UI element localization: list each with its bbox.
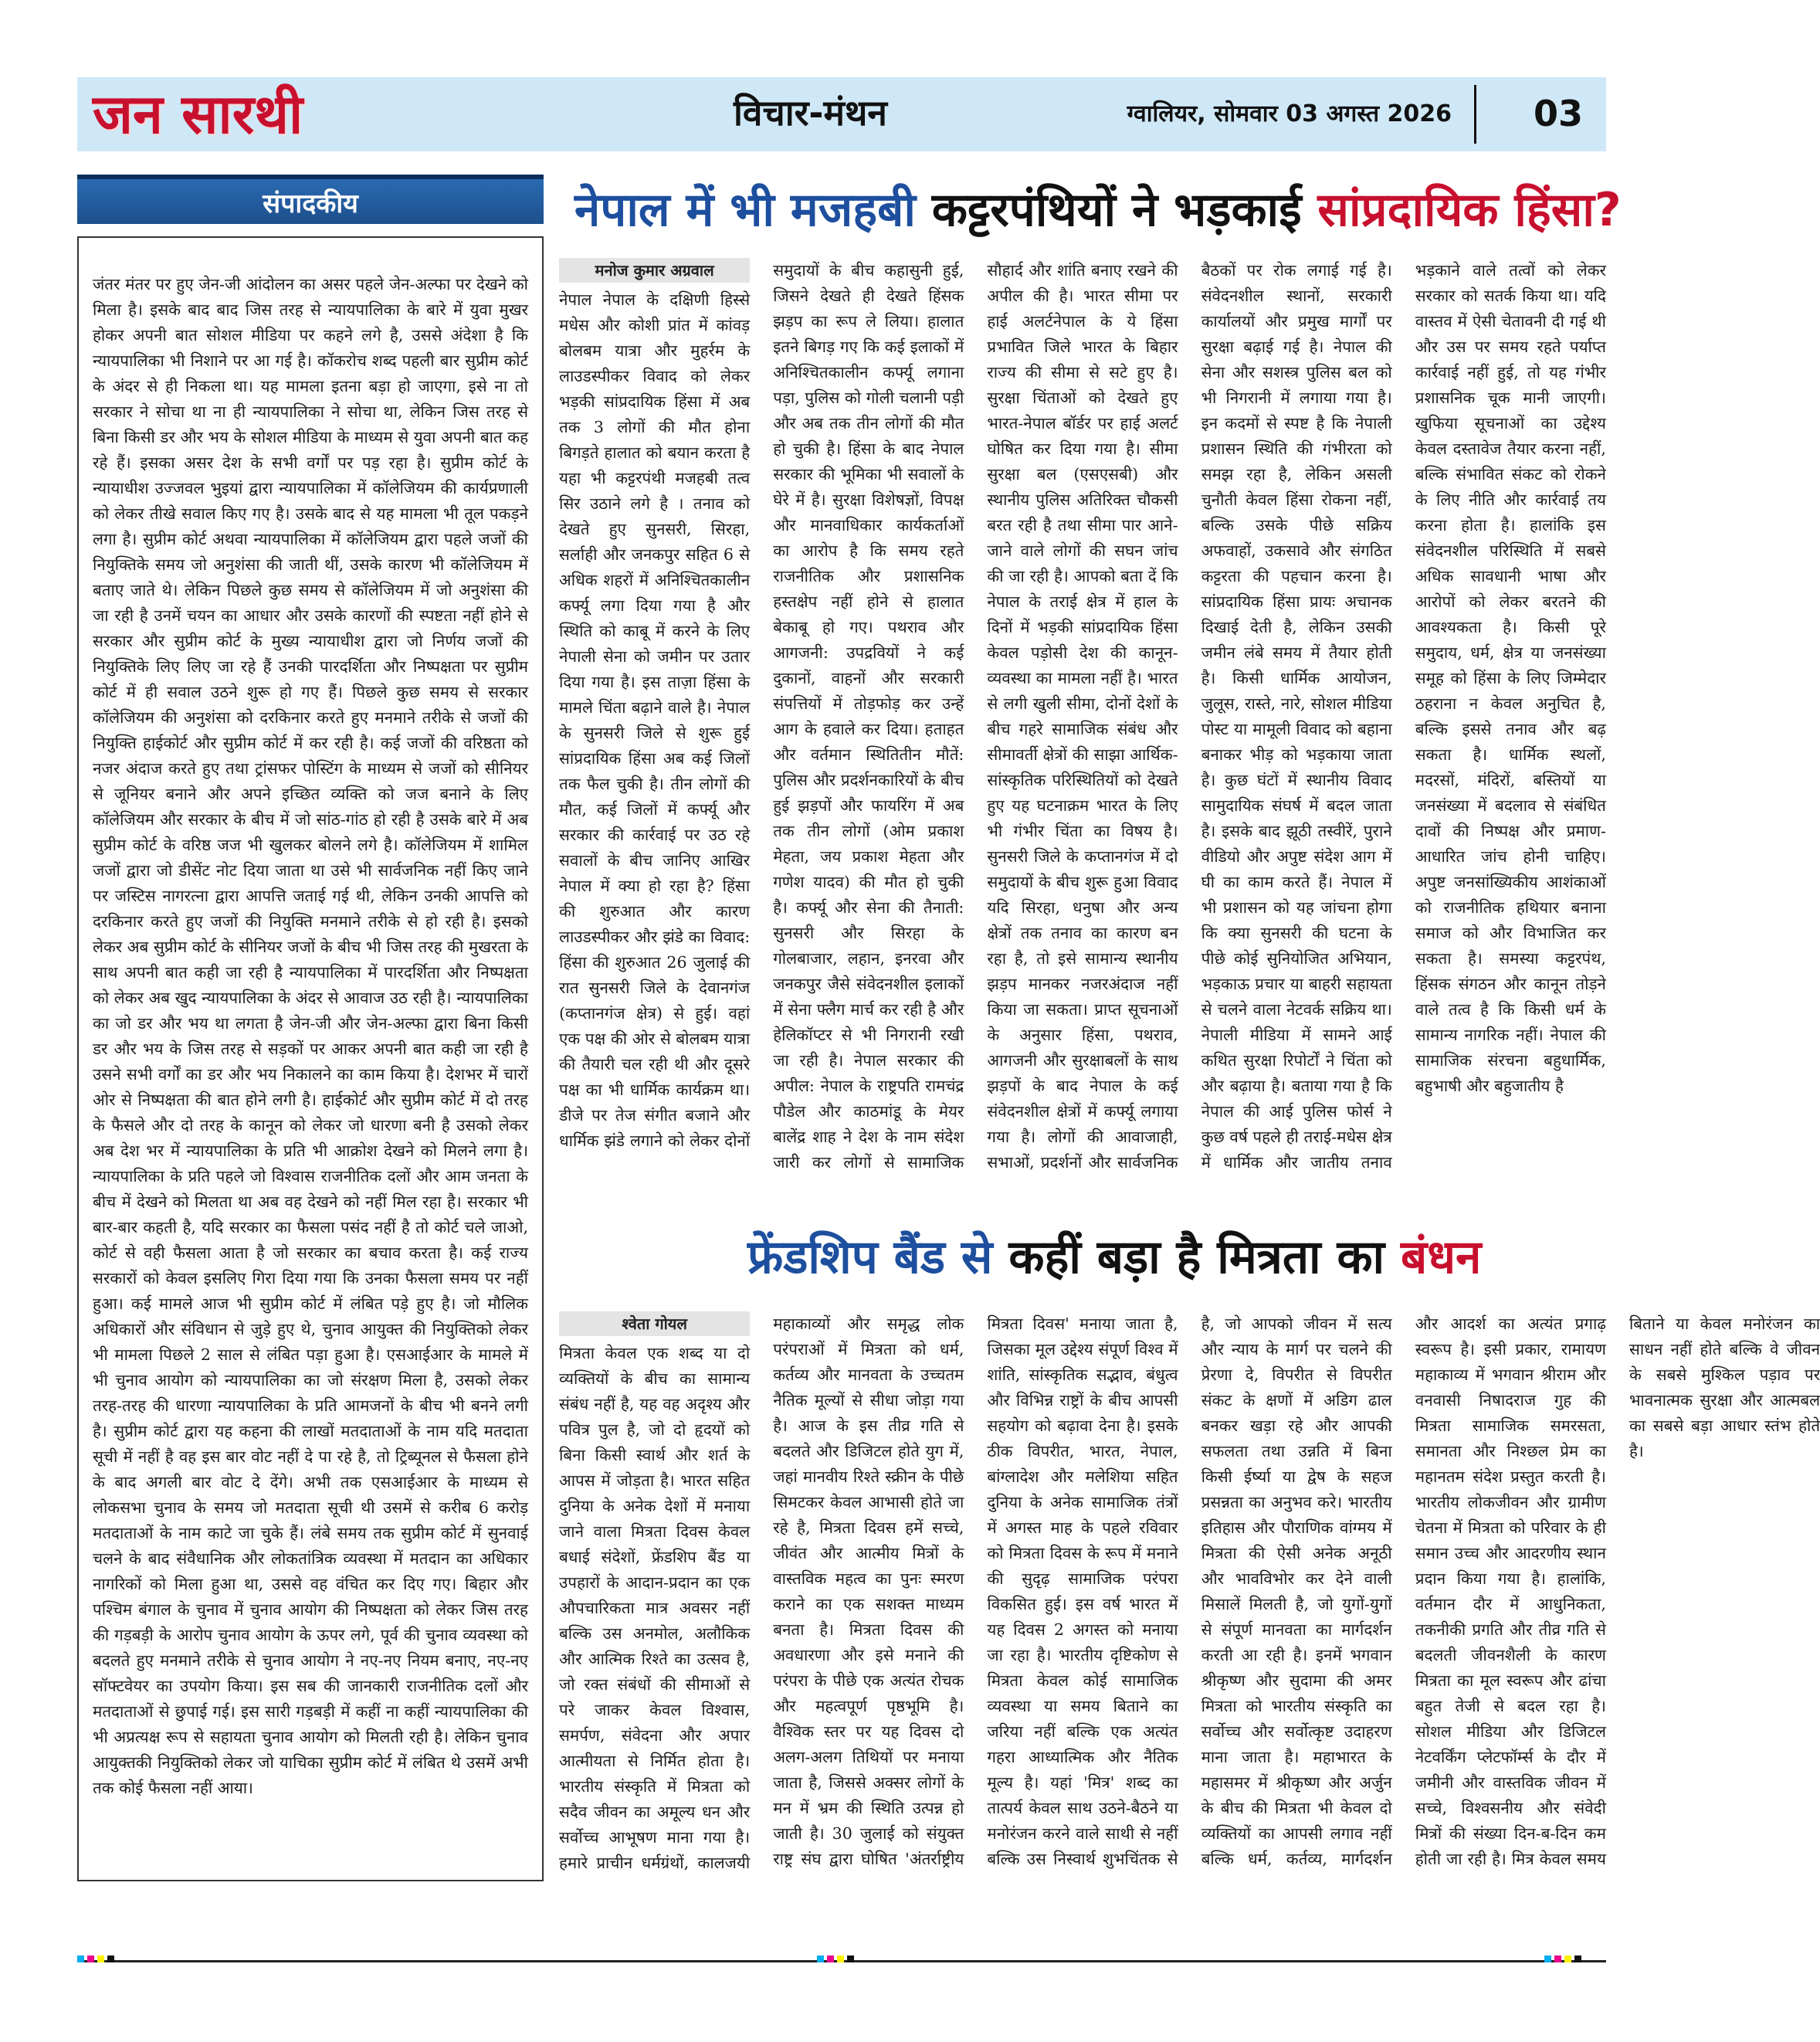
page-number: 03 [1533, 93, 1583, 134]
article2-headline-part1: फ्रेंडशिप बैंड से [747, 1230, 993, 1284]
article2-headline-part2: कहीं बड़ा है मित्रता का [1008, 1230, 1385, 1284]
article2-headline-part3: बंधन [1400, 1230, 1482, 1284]
editorial-tab [77, 175, 544, 224]
article2-headline [747, 1226, 1481, 1288]
date-line: ग्वालियर, सोमवार 03 अगस्त 2026 [1127, 100, 1452, 127]
article2-body [559, 1311, 1820, 1881]
article1-byline: मनोज कुमार अग्रवाल [559, 258, 750, 283]
article1-headline-part2: कट्टरपंथियों ने भड़काई [931, 183, 1302, 237]
article1-headline-part1: नेपाल में भी मजहबी [574, 183, 916, 237]
registration-marks-right [1544, 1956, 1581, 1962]
masthead [77, 77, 1606, 151]
editorial-column [77, 236, 544, 1881]
registration-marks-left [77, 1956, 114, 1962]
editorial-tab-label: संपादकीय [263, 188, 358, 219]
article1-headline [574, 179, 1622, 241]
page-separator [1474, 85, 1476, 144]
article1-text: नेपाल नेपाल के दक्षिणी हिस्से मधेस और कोशी प्रांत में कांवड़ बोलबम यात्रा और मुहर्रम के लाउडस्पीकर विवाद को लेकर भड़की सांप्रदायिक हिंसा में अब तक 3 लोगों की मौत होना बिगड़ते हालात को बयान करता है यहा भी कट्टरपंथी मजहबी तत्व सिर उठाने लगे है । तनाव को देखते हुए सुनसरी, सिरहा, सर्लाही और जनकपुर सहित 6 से अधिक शहरों में अनिश्चितकालीन कर्फ्यू लगा दिया गया है और स्थिति को काबू में करने के लिए नेपाली सेना को जमीन पर उतार दिया गया है। इस ताज़ा हिंसा के मामले चिंता बढ़ाने वाले है। नेपाल के सुनसरी जिले से शुरू हुई सांप्रदायिक हिंसा अब कई जिलों तक फैल चुकी है। तीन लोगों की मौत, कई जिलों में कर्फ्यू और सरकार की कार्रवाई पर उठ रहे सवालों के बीच जानिए आखिर नेपाल में क्या हो रहा है? हिंसा की शुरुआत और कारण लाउडस्पीकर और झंडे का विवाद: हिंसा की शुरुआत 26 जुलाई की रात सुनसरी जिले के देवानगंज (कप्तानगंज क्षेत्र) से हुई। वहां एक पक्ष की ओर से बोलबम यात्रा की तैयारी चल रही थी और दूसरे पक्ष का भी धार्मिक कार्यक्रम था। डीजे पर तेज संगीत बजाने और धार्मिक झंडे लगाने को लेकर दोनों समुदायों के बीच कहासुनी हुई, जिसने देखते ही देखते हिंसक झड़प का रूप ले लिया। हालात इतने बिगड़ गए कि कई इलाकों में अनिश्चितकालीन कर्फ्यू लगाना पड़ा, पुलिस को गोली चलानी पड़ी और अब तक तीन लोगों की मौत हो चुकी है। हिंसा के बाद नेपाल सरकार की भूमिका भी सवालों के घेरे में है। सुरक्षा विशेषज्ञों, विपक्ष और मानवाधिकार कार्यकर्ताओं का आरोप है कि समय रहते राजनीतिक और प्रशासनिक हस्तक्षेप नहीं होने से हालात बेकाबू हो गए। पथराव और आगजनी: उपद्रवियों ने कई दुकानों, वाहनों और सरकारी संपत्तियों में तोड़फोड़ कर उन्हें आग के हवाले कर दिया। हताहत और वर्तमान स्थितितीन मौतें: पुलिस और प्रदर्शनकारियों के बीच हुई झड़पों और फायरिंग में अब तक तीन लोगों (ओम प्रकाश मेहता, जय प्रकाश मेहता और गणेश यादव) की मौत हो चुकी है। कर्फ्यू और सेना की तैनाती: सुनसरी और सिरहा के गोलबाजार, लहान, इनरवा और जनकपुर जैसे संवेदनशील इलाकों में सेना फ्लैग मार्च कर रही है और हेलिकॉप्टर से भी निगरानी रखी जा रही है। नेपाल सरकार की अपील: नेपाल के राष्ट्रपति रामचंद्र पौडेल और काठमांडू के मेयर बालेंद्र शाह ने देश के नाम संदेश जारी कर लोगों से सामाजिक सौहार्द और शांति बनाए रखने की अपील की है। भारत सीमा पर हाई अलर्टनेपाल के ये हिंसा प्रभावित जिले भारत के बिहार राज्य की सीमा से सटे हुए है। सुरक्षा चिंताओं को देखते हुए भारत-नेपाल बॉर्डर पर हाई अलर्ट घोषित कर दिया गया है। सीमा सुरक्षा बल (एसएसबी) और स्थानीय पुलिस अतिरिक्त चौकसी बरत रही है तथा सीमा पार आने-जाने वाले लोगों की सघन जांच की जा रही है। आपको बता दें कि नेपाल के तराई क्षेत्र में हाल के दिनों में भड़की सांप्रदायिक हिंसा केवल पड़ोसी देश की कानून-व्यवस्था का मामला नहीं है। भारत से लगी खुली सीमा, दोनों देशों के बीच गहरे सामाजिक संबंध और सीमावर्ती क्षेत्रों की साझा आर्थिक-सांस्कृतिक परिस्थितियों को देखते हुए यह घटनाक्रम भारत के लिए भी गंभीर चिंता का विषय है। सुनसरी जिले के कप्तानगंज में दो समुदायों के बीच शुरू हुआ विवाद यदि सिरहा, धनुषा और अन्य क्षेत्रों तक तनाव का कारण बन रहा है, तो इसे सामान्य स्थानीय झड़प मानकर नजरअंदाज नहीं किया जा सकता। प्राप्त सूचनाओं के अनुसार हिंसा, पथराव, आगजनी और सुरक्षाबलों के साथ झड़पों के बाद नेपाल के कई संवेदनशील क्षेत्रों में कर्फ्यू लगाया गया है। लोगों की आवाजाही, सभाओं, प्रदर्शनों और सार्वजनिक बैठकों पर रोक लगाई गई है। संवेदनशील स्थानों, सरकारी कार्यालयों और प्रमुख मार्गों पर सुरक्षा बढ़ाई गई है। नेपाल की सेना और सशस्त्र पुलिस बल को भी निगरानी में लगाया गया है। इन कदमों से स्पष्ट है कि नेपाली प्रशासन स्थिति की गंभीरता को समझ रहा है, लेकिन असली चुनौती केवल हिंसा रोकना नहीं, बल्कि उसके पीछे सक्रिय अफवाहों, उकसावे और संगठित कट्टरता की पहचान करना है। सांप्रदायिक हिंसा प्रायः अचानक दिखाई देती है, लेकिन उसकी जमीन लंबे समय में तैयार होती है। किसी धार्मिक आयोजन, जुलूस, रास्ते, नारे, सोशल मीडिया पोस्ट या मामूली विवाद को बहाना बनाकर भीड़ को भड़काया जाता है। कुछ घंटों में स्थानीय विवाद सामुदायिक संघर्ष में बदल जाता है। इसके बाद झूठी तस्वीरें, पुराने वीडियो और अपुष्ट संदेश आग में घी का काम करते हैं। नेपाल में भी प्रशासन को यह जांचना होगा कि क्या सुनसरी की घटना के पीछे कोई सुनियोजित अभियान, भड़काऊ प्रचार या बाहरी सहायता से चलने वाला नेटवर्क सक्रिय था। नेपाली मीडिया में सामने आई कथित सुरक्षा रिपोर्टों ने चिंता को और बढ़ाया है। बताया गया है कि नेपाल की आई पुलिस फोर्स ने कुछ वर्ष पहले ही तराई-मधेस क्षेत्र में धार्मिक और जातीय तनाव भड़काने वाले तत्वों को लेकर सरकार को सतर्क किया था। यदि वास्तव में ऐसी चेतावनी दी गई थी और उस पर समय रहते पर्याप्त कार्रवाई नहीं हुई, तो यह गंभीर प्रशासनिक चूक मानी जाएगी। खुफिया सूचनाओं का उद्देश्य केवल दस्तावेज तैयार करना नहीं, बल्कि संभावित संकट को रोकने के लिए नीति और कार्रवाई तय करना होता है। हालांकि इस संवेदनशील परिस्थिति में सबसे अधिक सावधानी भाषा और आरोपों को लेकर बरतने की आवश्यकता है। किसी पूरे समुदाय, धर्म, क्षेत्र या जनसंख्या समूह को हिंसा के लिए जिम्मेदार ठहराना न केवल अनुचित है, बल्कि इससे तनाव और बढ़ सकता है। धार्मिक स्थलों, मदरसों, मंदिरों, बस्तियों या जनसंख्या में बदलाव से संबंधित दावों की निष्पक्ष और प्रमाण-आधारित जांच होनी चाहिए। अपुष्ट जनसांख्यिकीय आशंकाओं को राजनीतिक हथियार बनाना समाज को और विभाजित कर सकता है। समस्या कट्टरपंथ, हिंसक संगठन और कानून तोड़ने वाले तत्व है कि किसी धर्म के सामान्य नागरिक नहीं। नेपाल की सामाजिक संरचना बहुधार्मिक, बहुभाषी और बहुजातीय है [559, 261, 1606, 1172]
article1-body [559, 258, 1606, 1200]
article1-headline-part3: सांप्रदायिक हिंसा? [1317, 183, 1622, 237]
section-title: विचार-मंथन [734, 92, 887, 134]
editorial-text: जंतर मंतर पर हुए जेन-जी आंदोलन का असर पहले जेन-अल्फा पर देखने को मिला है। इसके बाद बाद जिस तरह से न्यायपालिका के बारे में युवा मुखर होकर अपनी बात सोशल मीडिया पर कहने लगे है, उससे अंदेशा है कि न्यायपालिका भी निशाने पर आ गई है। कॉकरोच शब्द पहली बार सुप्रीम कोर्ट के अंदर से ही निकला था। यह मामला इतना बड़ा हो जाएगा, इसे ना तो सरकार ने सोचा था ना ही न्यायपालिका ने सोचा था, लेकिन जिस तरह से बिना किसी डर और भय के सोशल मीडिया के माध्यम से युवा अपनी बात कह रहे हैं। इसका असर देश के सभी वर्गों पर पड़ रहा है। सुप्रीम कोर्ट के न्यायाधीश उज्जवल भुइयां द्वारा न्यायपालिका में कॉलेजियम की कार्यप्रणाली को लेकर तीखे सवाल किए गए है। उसके बाद से यह मामला भी तूल पकड़ने लगा है। सुप्रीम कोर्ट अथवा न्यायपालिका में कॉलेजियम द्वारा पहले जजों की नियुक्तिके समय जो अनुशंसा की जाती थीं, उसके कारण भी कॉलेजियम में बताए जाते थे। लेकिन पिछले कुछ समय से कॉलेजियम में जो अनुशंसा की जा रही है उनमें चयन का आधार और उसके कारणों की स्पष्टता नहीं होने से सरकार और सुप्रीम कोर्ट के मुख्य न्यायाधीश द्वारा जो निर्णय जजों की नियुक्तिके लिए लिए जा रहे हैं उनकी पारदर्शिता और निष्पक्षता पर सुप्रीम कोर्ट में ही सवाल उठने शुरू हो गए हैं। पिछले कुछ समय से सरकार कॉलेजियम की अनुशंसा को दरकिनार करते हुए मनमाने तरीके से जजों की नियुक्ति हाईकोर्ट और सुप्रीम कोर्ट में कर रही है। कई जजों की वरिष्ठता को नजर अंदाज करते हुए तथा ट्रांसफर पोस्टिंग के माध्यम से जजों को सीनियर से जूनियर बनाने और अपने इच्छित व्यक्ति को जज बनाने के लिए कॉलेजियम और सरकार के बीच में जो सांठ-गांठ हो रही है उसके बारे में अब सुप्रीम कोर्ट के वरिष्ठ जज भी खुलकर बोलने लगे है। कॉलेजियम में शामिल जजों द्वारा जो डीसेंट नोट दिया जाता था उसे भी सार्वजनिक नहीं किए जाने पर जस्टिस नागरत्ना द्वारा आपत्ति जताई गई थी, लेकिन उनकी आपत्ति को दरकिनार करते हुए जजों की नियुक्ति मनमाने तरीके से हो रही है। इसको लेकर अब सुप्रीम कोर्ट के सीनियर जजों के बीच भी जिस तरह की मुखरता के साथ अपनी बात कही जा रही है न्यायपालिका में पारदर्शिता और निष्पक्षता को लेकर अब खुद न्यायपालिका के अंदर से आवाज उठ रही है। न्यायपालिका का जो डर और भय था लगता है जेन-जी और जेन-अल्फा द्वारा बिना किसी डर और भय के जिस तरह से सड़कों पर आकर अपनी बात कही जा रही है उसने सभी वर्गों का डर और भय निकालने का काम किया है। देशभर में चारों ओर से निष्पक्षता की बात होने लगी है। हाईकोर्ट और सुप्रीम कोर्ट में दो तरह के फैसले और दो तरह के कानून को लेकर जो धारणा बनी है उसको लेकर अब देश भर में न्यायपालिका के प्रति भी आक्रोश देखने को मिलने लगा है। न्यायपालिका के प्रति पहले जो विश्वास राजनीतिक दलों और आम जनता के बीच में देखने को मिलता था अब वह देखने को नहीं मिल रहा है। सरकार भी बार-बार कहती है, यदि सरकार का फैसला पसंद नहीं है तो कोर्ट चले जाओ, कोर्ट से वही फैसला आता है जो सरकार का बचाव करता है। कई राज्य सरकारों को केवल इसलिए गिरा दिया गया कि उनका फैसला समय पर नहीं हुआ। कई मामले आज भी सुप्रीम कोर्ट में लंबित पड़े हुए है। जो मौलिक अधिकारों और संविधान से जुड़े हुए थे, चुनाव आयुक्त की नियुक्तिको लेकर भी मामला पिछले 2 साल से लंबित पड़ा हुआ है। एसआईआर के मामले में भी चुनाव आयोग को न्यायपालिका का जो संरक्षण मिला है, उसको लेकर तरह-तरह की धारणा न्यायपालिका के प्रति आमजनों के बीच भी बनने लगी है। सुप्रीम कोर्ट द्वारा यह कहना की लाखों मतदाताओं के नाम यदि मतदाता सूची में नहीं है वह इस बार वोट नहीं दे पा रहे है, तो ट्रिब्यूनल से फैसला होने के बाद अगली बार वोट दे देंगे। अभी तक एसआईआर के माध्यम से लोकसभा चुनाव के समय जो मतदाता सूची थी उसमें से करीब 6 करोड़ मतदाताओं के नाम काटे जा चुके हैं। लंबे समय तक सुप्रीम कोर्ट में सुनवाई चलने के बाद संवैधानिक और लोकतांत्रिक व्यवस्था में मतदान का अधिकार नागरिकों को मिला हुआ था, उससे वह वंचित कर दिए गए। बिहार और पश्चिम बंगाल के चुनाव में चुनाव आयोग की निष्पक्षता को लेकर जिस तरह की गड़बड़ी के आरोप चुनाव आयोग के ऊपर लगे, पूर्व की चुनाव व्यवस्था को बदलते हुए मनमाने तरीके से चुनाव आयोग ने नए-नए नियम बनाए, नए-नए सॉफ्टवेयर का उपयोग किया। इस सब की जानकारी राजनीतिक दलों और मतदाताओं से छुपाई गई। इस सारी गड़बड़ी में कहीं ना कहीं न्यायपालिका की भी अप्रत्यक्ष रूप से सहायता चुनाव आयोग को मिलती रही है। लेकिन चुनाव आयुक्तकी नियुक्तिको लेकर जो याचिका सुप्रीम कोर्ट में लंबित थे उसमें अभी तक कोई फैसला नहीं आया। [93, 275, 528, 1797]
article2-byline: श्वेता गोयल [559, 1311, 750, 1336]
article2-text: मित्रता केवल एक शब्द या दो व्यक्तियों के बीच का सामान्य संबंध नहीं है, यह वह अदृश्य और पवित्र पुल है, जो दो हृदयों को बिना किसी स्वार्थ और शर्त के आपस में जोड़ता है। भारत सहित दुनिया के अनेक देशों में मनाया जाने वाला मित्रता दिवस केवल बधाई संदेशों, फ्रेंडशिप बैंड या उपहारों के आदान-प्रदान का एक औपचारिकता मात्र अवसर नहीं बल्कि उस अनमोल, अलौकिक और आत्मिक रिश्ते का उत्सव है, जो रक्त संबंधों की सीमाओं से परे जाकर केवल विश्वास, समर्पण, संवेदना और अपार आत्मीयता से निर्मित होता है। भारतीय संस्कृति में मित्रता को सदैव जीवन का अमूल्य धन और सर्वोच्च आभूषण माना गया है। हमारे प्राचीन धर्मग्रंथों, कालजयी महाकाव्यों और समृद्ध लोक परंपराओं में मित्रता को धर्म, कर्तव्य और मानवता के उच्चतम नैतिक मूल्यों से सीधा जोड़ा गया है। आज के इस तीव्र गति से बदलते और डिजिटल होते युग में, जहां मानवीय रिश्ते स्क्रीन के पीछे सिमटकर केवल आभासी होते जा रहे है, मित्रता दिवस हमें सच्चे, जीवंत और आत्मीय मित्रों के वास्तविक महत्व का पुनः स्मरण कराने का एक सशक्त माध्यम बनता है। मित्रता दिवस की अवधारणा और इसे मनाने की परंपरा के पीछे एक अत्यंत रोचक और महत्वपूर्ण पृष्ठभूमि है। वैश्विक स्तर पर यह दिवस दो अलग-अलग तिथियों पर मनाया जाता है, जिससे अक्सर लोगों के मन में भ्रम की स्थिति उत्पन्न हो जाती है। 30 जुलाई को संयुक्त राष्ट्र संघ द्वारा घोषित 'अंतर्राष्ट्रीय मित्रता दिवस' मनाया जाता है, जिसका मूल उद्देश्य संपूर्ण विश्व में शांति, सांस्कृतिक सद्भाव, बंधुत्व और विभिन्न राष्ट्रों के बीच आपसी सहयोग को बढ़ावा देना है। इसके ठीक विपरीत, भारत, नेपाल, बांग्लादेश और मलेशिया सहित दुनिया के अनेक सामाजिक तंत्रों में अगस्त माह के पहले रविवार को मित्रता दिवस के रूप में मनाने की सुदृढ़ सामाजिक परंपरा विकसित हुई। इस वर्ष भारत में यह दिवस 2 अगस्त को मनाया जा रहा है। भारतीय दृष्टिकोण से मित्रता केवल कोई सामाजिक व्यवस्था या समय बिताने का जरिया नहीं बल्कि एक अत्यंत गहरा आध्यात्मिक और नैतिक मूल्य है। यहां 'मित्र' शब्द का तात्पर्य केवल साथ उठने-बैठने या मनोरंजन करने वाले साथी से नहीं बल्कि उस निस्वार्थ शुभचिंतक से है, जो आपको जीवन में सत्य और न्याय के मार्ग पर चलने की प्रेरणा दे, विपरीत से विपरीत संकट के क्षणों में अडिग ढाल बनकर खड़ा रहे और आपकी सफलता तथा उन्नति में बिना किसी ईर्ष्या या द्वेष के सहज प्रसन्नता का अनुभव करे। भारतीय इतिहास और पौराणिक वांग्मय में मित्रता की ऐसी अनेक अनूठी और भावविभोर कर देने वाली मिसालें मिलती है, जो युगों-युगों से संपूर्ण मानवता का मार्गदर्शन करती आ रही है। इनमें भगवान श्रीकृष्ण और सुदामा की अमर मित्रता को भारतीय संस्कृति का सर्वोच्च और सर्वोत्कृष्ट उदाहरण माना जाता है। महाभारत के महासमर में श्रीकृष्ण और अर्जुन के बीच की मित्रता भी केवल दो व्यक्तियों का आपसी लगाव नहीं बल्कि धर्म, कर्तव्य, मार्गदर्शन और आदर्श का अत्यंत प्रगाढ़ स्वरूप है। इसी प्रकार, रामायण महाकाव्य में भगवान श्रीराम और वनवासी निषादराज गुह की मित्रता सामाजिक समरसता, समानता और निश्छल प्रेम का महानतम संदेश प्रस्तुत करती है। भारतीय लोकजीवन और ग्रामीण चेतना में मित्रता को परिवार के ही समान उच्च और आदरणीय स्थान प्रदान किया गया है। हालांकि, वर्तमान दौर में आधुनिकता, तकनीकी प्रगति और तीव्र गति से बदलती जीवनशैली के कारण मित्रता का मूल स्वरूप और ढांचा बहुत तेजी से बदल रहा है। सोशल मीडिया और डिजिटल नेटवर्किंग प्लेटफॉर्म्स के दौर में जमीनी और वास्तविक जीवन में सच्चे, विश्वसनीय और संवेदी मित्रों की संख्या दिन-ब-दिन कम होती जा रही है। मित्र केवल समय बिताने या केवल मनोरंजन का साधन नहीं होते बल्कि वे जीवन के सबसे मुश्किल पड़ाव पर भावनात्मक सुरक्षा और आत्मबल का सबसे बड़ा आधार स्तंभ होते है। [559, 1314, 1820, 1872]
newspaper-logo: जन सारथी [93, 83, 303, 146]
registration-marks-center [817, 1956, 854, 1962]
